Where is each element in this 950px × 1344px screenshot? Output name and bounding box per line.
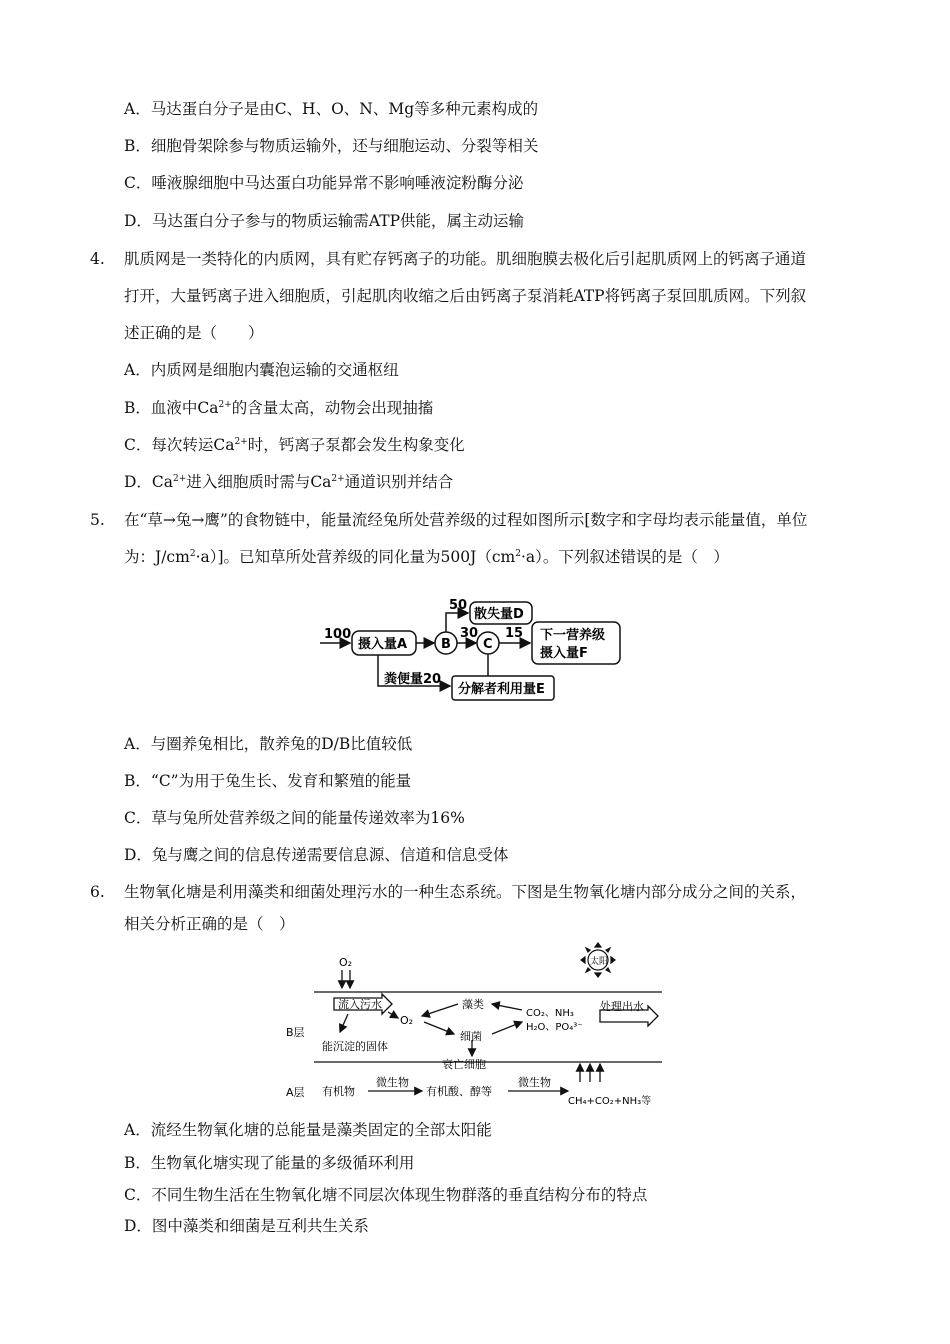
q5-option-d: D．兔与鹰之间的信息传递需要信息源、信道和信息受体 [124, 846, 509, 864]
q5-intake-label: 摄入量A [358, 637, 408, 652]
q4-number: 4. [90, 250, 105, 268]
q6-stem-line2: 相关分析正确的是（ ） [124, 915, 295, 933]
q4-option-c: C．每次转运$Ca^{2+}$时，钙离子泵都会发生构象变化 [124, 436, 465, 454]
q3-option-a: A．马达蛋白分子是由C、H、O、N、Mg等多种元素构成的 [124, 100, 539, 118]
q5-next-label2: 摄入量F [540, 646, 588, 661]
q3-option-d: D．马达蛋白分子参与的物质运输需ATP供能，属主动运输 [124, 212, 525, 230]
q6-outflow-label: 处理出水 [600, 1000, 644, 1013]
q6-acids-label: 有机酸、醇等 [426, 1085, 492, 1098]
q5-stem-line1: 在“草→兔→鹰”的食物链中，能量流经兔所处营养级的过程如图所示[数字和字母均表示能量值，单位 [124, 511, 808, 529]
q6-o2-top: O₂ [339, 956, 353, 969]
q6-micro2-label: 微生物 [518, 1076, 551, 1089]
q5-c-label: C [483, 637, 493, 652]
q5-next-value: 15 [505, 626, 524, 641]
q5-number: 5. [90, 511, 105, 529]
q4-stem-line2: 打开，大量钙离子进入细胞质，引起肌肉收缩之后由钙离子泵消耗ATP将钙离子泵回肌质网。下列叙 [124, 287, 807, 305]
q3-option-b: B．细胞骨架除参与物质运输外，还与细胞运动、分裂等相关 [124, 137, 539, 155]
q5-b-label: B [441, 637, 451, 652]
q6-co2-label: CO₂、NH₃ [526, 1008, 574, 1019]
q6-stem-line1: 生物氧化塘是利用藻类和细菌处理污水的一种生态系统。下图是生物氧化塘内部分成分之间的关系， [124, 883, 807, 901]
q4-stem-line1: 肌质网是一类特化的内质网，具有贮存钙离子的功能。肌细胞膜去极化后引起肌质网上的钙离子通道 [124, 250, 807, 268]
q6-h2o-label: H₂O、PO₄³⁻ [526, 1022, 583, 1033]
q5-option-a: A．与圈养兔相比，散养兔的D/B比值较低 [124, 735, 413, 753]
q6-micro1-label: 微生物 [376, 1076, 409, 1089]
q3-option-c: C．唾液腺细胞中马达蛋白功能异常不影响唾液淀粉酶分泌 [124, 174, 524, 192]
q6-option-d: D．图中藻类和细菌是互利共生关系 [124, 1217, 369, 1235]
q5-bc-value: 30 [460, 626, 479, 641]
q5-option-b: B．“C”为用于兔生长、发育和繁殖的能量 [124, 772, 412, 790]
q6-a-layer-label: A层 [286, 1086, 305, 1099]
q6-algae-label: 藻类 [462, 998, 484, 1011]
q4-stem-line3: 述正确的是（ ） [124, 324, 264, 342]
q6-option-b: B．生物氧化塘实现了能量的多级循环利用 [124, 1154, 415, 1172]
q5-stem-line2: 为：$J/cm^2\cdot a$）]。已知草所处营养级的同化量为$500J(cm^2\cdot a)$。下列叙述错误的是（ ） [124, 548, 729, 566]
q6-dead-label: 衰亡细胞 [442, 1058, 486, 1071]
q4-option-d: D．$Ca^{2+}$进入细胞质时需与$Ca^{2+}$通道识别并结合 [124, 473, 454, 491]
energy-flow-diagram [318, 594, 628, 712]
q6-inflow-label: 流入污水 [338, 998, 382, 1011]
q5-option-c: C．草与兔所处营养级之间的能量传递效率为16% [124, 809, 465, 827]
q6-organic-label: 有机物 [322, 1085, 355, 1098]
q5-in-value: 100 [324, 627, 352, 642]
q6-bacteria-label: 细菌 [460, 1030, 482, 1043]
q5-loss-label: 散失量D [474, 607, 524, 622]
q4-option-a: A．内质网是细胞内囊泡运输的交通枢纽 [124, 361, 399, 379]
q6-option-c: C．不同生物生活在生物氧化塘不同层次体现生物群落的垂直结构分布的特点 [124, 1186, 648, 1204]
q6-option-a: A．流经生物氧化塘的总能量是藻类固定的全部太阳能 [124, 1121, 492, 1139]
q6-o2-label: O₂ [400, 1014, 414, 1027]
q4-option-b: B．血液中$Ca^{2+}$的含量太高，动物会出现抽搐 [124, 399, 434, 417]
q5-decomposer-label: 分解者利用量E [458, 682, 545, 697]
q6-number: 6. [90, 883, 105, 901]
q5-feces-label: 粪便量20 [384, 672, 442, 687]
q5-loss-value: 50 [449, 598, 468, 613]
q6-b-layer-label: B层 [286, 1026, 305, 1039]
q6-sediment-label: 能沉淀的固体 [322, 1040, 388, 1053]
q6-sun-label: 太阳 [590, 957, 609, 967]
q5-next-label1: 下一营养级 [540, 628, 606, 643]
oxidation-pond-diagram [282, 940, 678, 1110]
q6-gases-label: CH₄+CO₂+NH₃等 [568, 1096, 652, 1107]
